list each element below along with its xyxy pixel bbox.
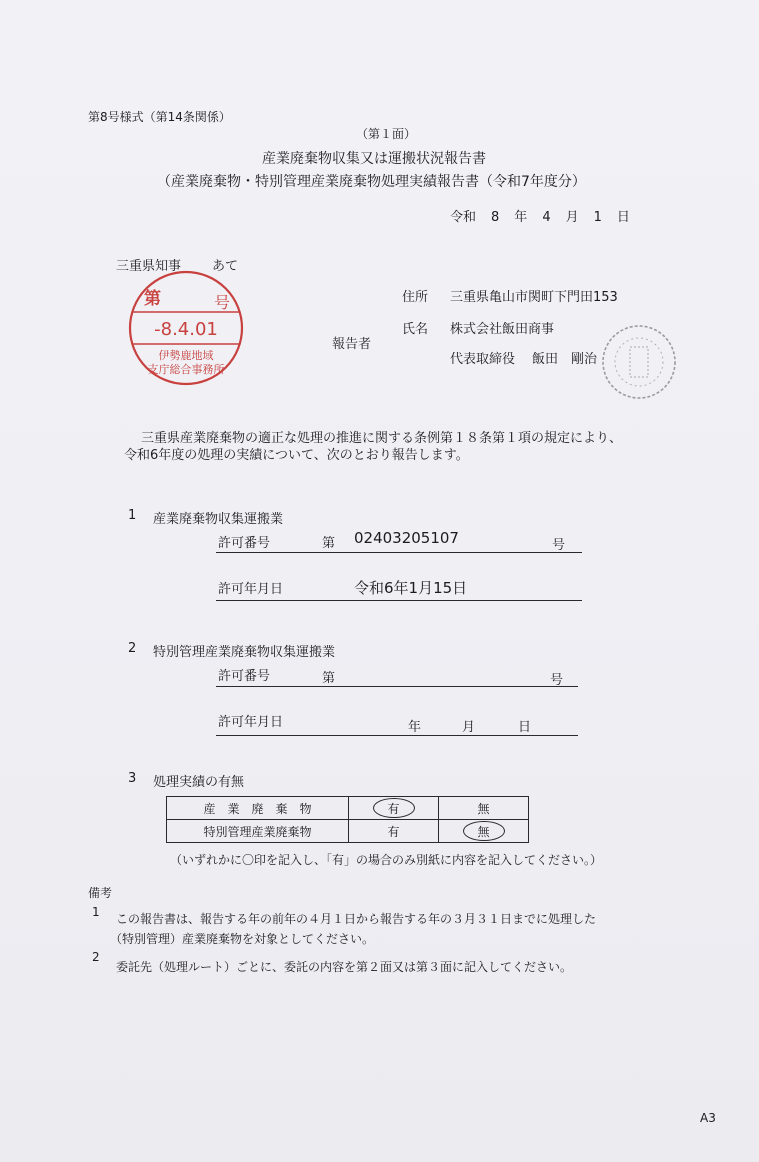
section1-permit-no-line — [216, 552, 582, 553]
addressee-suffix: あて — [212, 259, 239, 274]
section2-permit-no-line — [216, 686, 578, 687]
row1-no-cell — [439, 797, 529, 820]
circle-mark — [373, 798, 415, 818]
representative-name: 飯田 剛治 — [532, 352, 598, 367]
name-label: 氏名 — [402, 322, 429, 337]
row-label-special-waste: 特別管理産業廃棄物 — [167, 820, 349, 843]
date-month: 4 — [542, 210, 551, 225]
date-day: 1 — [593, 210, 602, 225]
section2-heading: 特別管理産業廃棄物収集運搬業 — [153, 645, 336, 660]
row2-yes: 有 — [387, 824, 400, 839]
remarks-heading: 備考 — [88, 886, 113, 900]
row-label-industrial-waste: 産 業 廃 棄 物 — [167, 797, 349, 820]
report-date — [450, 206, 630, 225]
section2-number: 2 — [128, 641, 137, 656]
company-seal — [600, 323, 678, 401]
intro-line-1: 三重県産業廃棄物の適正な処理の推進に関する条例第１８条第１項の規定により、 — [141, 431, 623, 446]
section1-prefix: 第 — [322, 536, 336, 551]
stamp-date: -8.4.01 — [154, 319, 218, 340]
section1-heading: 産業廃棄物収集運搬業 — [153, 512, 284, 527]
document-title: 産業廃棄物収集又は運搬状況報告書 — [262, 151, 486, 167]
section2-prefix: 第 — [322, 671, 336, 686]
intro-line-2: 令和6年度の処理の実績について、次のとおり報告します。 — [124, 448, 469, 463]
row2-no-cell — [439, 820, 529, 843]
representative-title: 代表取締役 — [450, 352, 516, 367]
remark1-number: 1 — [92, 905, 100, 919]
row1-no: 無 — [477, 801, 490, 816]
remark2-number: 2 — [92, 950, 100, 964]
page-label: （第１面） — [356, 127, 417, 141]
section1-permit-date: 令和6年1月15日 — [354, 579, 468, 597]
section1-number: 1 — [128, 508, 137, 523]
section3-number: 3 — [128, 771, 137, 786]
form-number: 第8号様式（第14条関係） — [88, 110, 231, 124]
section3-note: （いずれかに〇印を記入し、「有」の場合のみ別紙に内容を記入してください。） — [170, 853, 603, 867]
circle-mark — [463, 821, 505, 841]
addressee-name: 三重県知事 — [116, 259, 182, 274]
stamp-office-line2: 支庁総合事務所 — [147, 363, 225, 376]
section2-day-unit: 日 — [518, 720, 532, 735]
company-name: 株式会社飯田商事 — [450, 322, 555, 337]
remark1-line1: この報告書は、報告する年の前年の４月１日から報告する年の３月３１日までに処理した — [116, 912, 597, 926]
date-era: 令和 — [450, 210, 477, 225]
address-label: 住所 — [402, 290, 429, 305]
paper-size-label: A3 — [700, 1111, 716, 1125]
section2-year-unit: 年 — [408, 720, 422, 735]
row2-no: 無 — [477, 824, 490, 839]
stamp-go: 号 — [214, 293, 231, 312]
reporter-label: 報告者 — [332, 337, 372, 352]
section2-permit-no-label: 許可番号 — [218, 669, 271, 684]
reception-stamp — [126, 268, 246, 388]
section1-suffix: 号 — [552, 538, 566, 553]
section1-permit-no-label: 許可番号 — [218, 536, 271, 551]
section1-permit-date-line — [216, 600, 582, 601]
date-day-unit: 日 — [616, 210, 630, 225]
date-year-unit: 年 — [514, 210, 528, 225]
row2-yes-cell — [349, 820, 439, 843]
section1-permit-date-label: 許可年月日 — [218, 582, 284, 597]
date-month-unit: 月 — [565, 210, 579, 225]
table-row — [167, 820, 529, 843]
document-subtitle: （産業廃棄物・特別管理産業廃棄物処理実績報告書（令和7年度分） — [157, 174, 586, 190]
results-table — [166, 796, 529, 843]
section2-month-unit: 月 — [462, 720, 476, 735]
remark1-line2: （特別管理）産業廃棄物を対象としてください。 — [110, 932, 375, 946]
section2-permit-date-label: 許可年月日 — [218, 715, 284, 730]
stamp-dai: 第 — [144, 289, 161, 309]
row1-yes-cell — [349, 797, 439, 820]
remark2-line1: 委託先（処理ルート）ごとに、委託の内容を第２面又は第３面に記入してください。 — [116, 960, 573, 974]
date-year: 8 — [491, 210, 500, 225]
section3-heading: 処理実績の有無 — [153, 775, 245, 790]
section1-permit-no: 02403205107 — [354, 529, 459, 547]
row1-yes: 有 — [387, 801, 400, 816]
section2-permit-date-line — [216, 735, 578, 736]
address-value: 三重県亀山市関町下門田153 — [450, 290, 618, 305]
table-row — [167, 797, 529, 820]
section2-suffix: 号 — [550, 673, 564, 688]
stamp-office-line1: 伊勢鹿地域 — [158, 349, 214, 362]
